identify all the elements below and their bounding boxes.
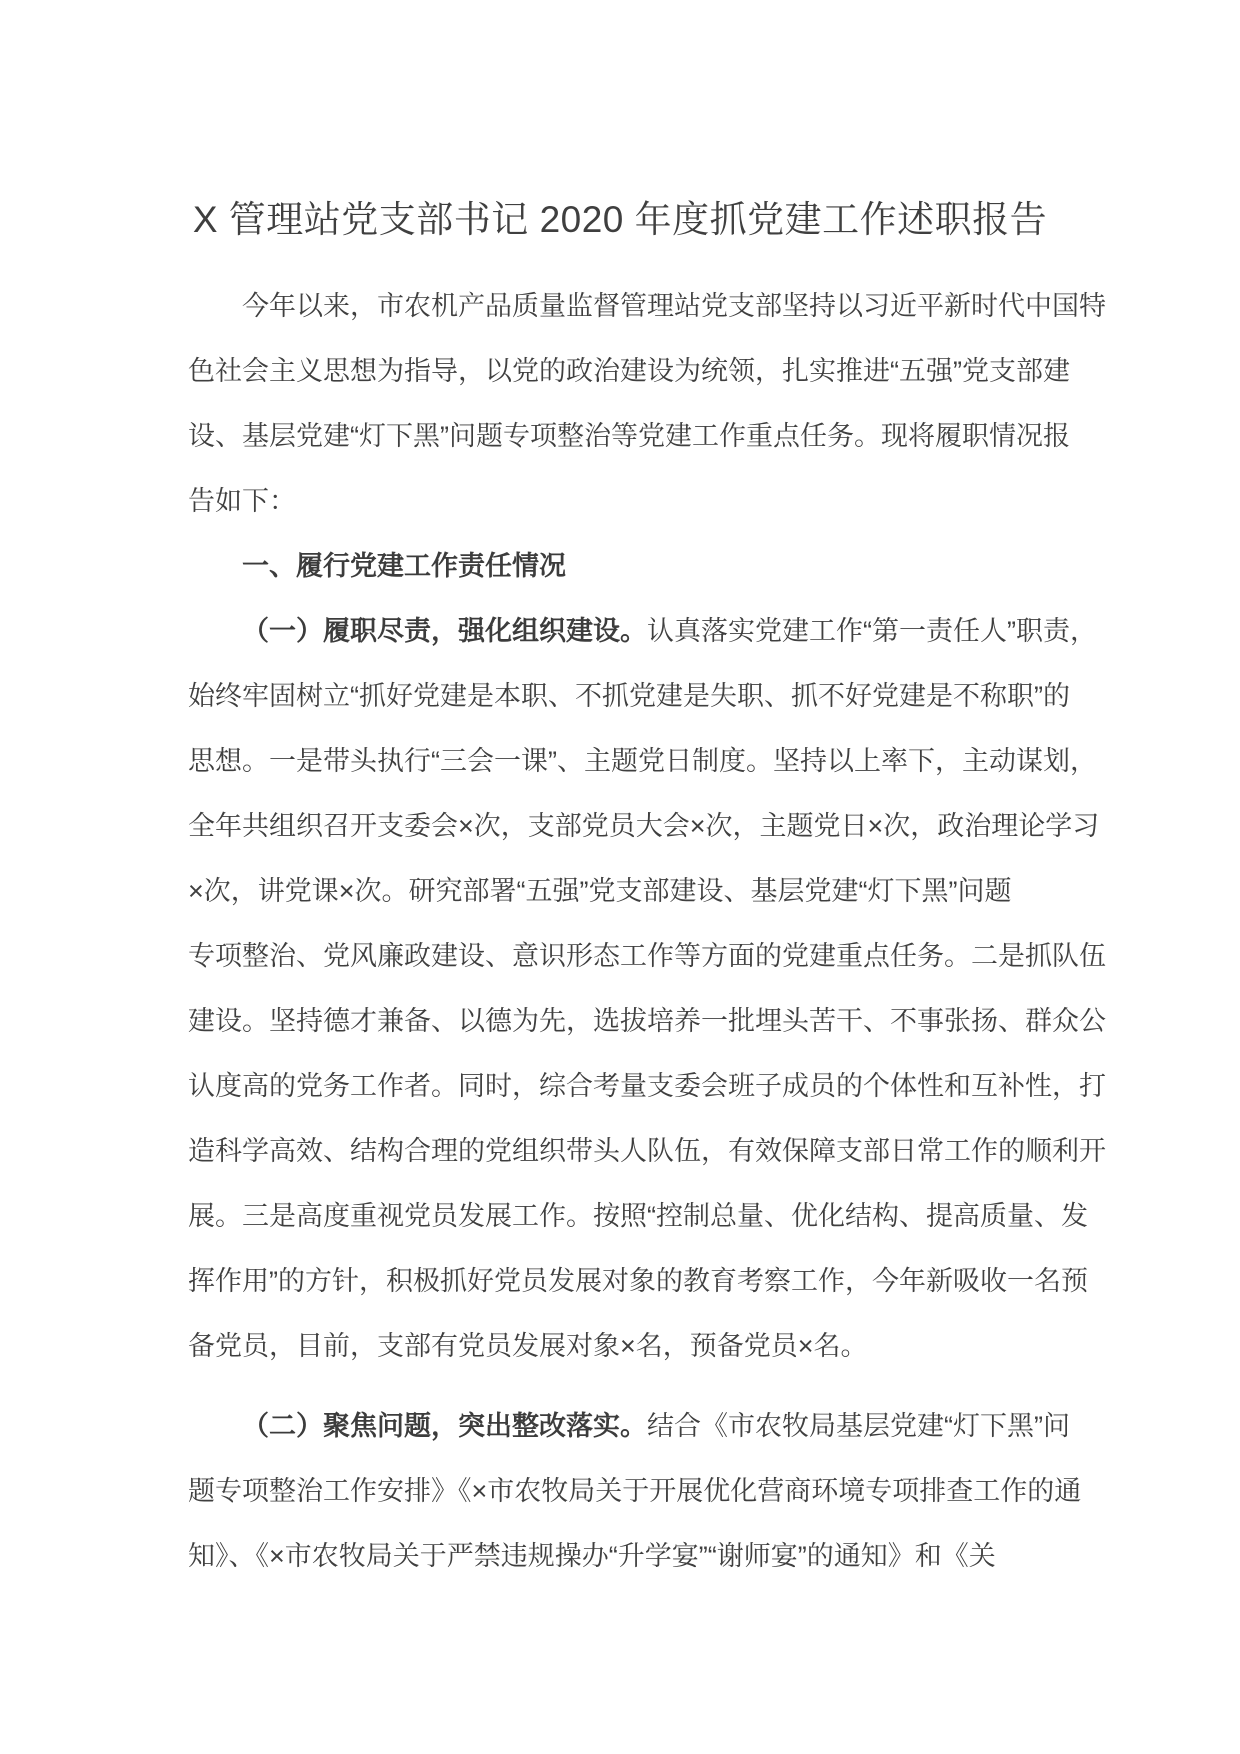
text-line <box>188 794 1100 859</box>
text-segment: 知》、《×市农牧局关于严禁违规操办“升学宴”“谢师宴”的通知》和《关 <box>188 1541 996 1571</box>
text-segment-bold: （二）聚焦问题，突出整改落实。 <box>242 1411 647 1441</box>
text-segment: 始终牢固树立“抓好党建是本职、不抓党建是失职、抓不好党建是不称职”的 <box>188 681 1070 711</box>
text-line <box>188 599 1097 664</box>
text-segment-bold: 一、履行党建工作责任情况 <box>242 551 566 581</box>
text-line <box>188 339 1070 404</box>
text-segment: 今年以来，市农机产品质量监督管理站党支部坚持以习近平新时代中国特 <box>242 291 1106 321</box>
text-segment: 告如下： <box>188 486 296 516</box>
text-line <box>188 404 1070 469</box>
text-line <box>188 1119 1106 1184</box>
text-line <box>188 859 1052 924</box>
text-line <box>188 1459 1082 1524</box>
text-segment: ×次，讲党课×次。研究部署“五强”党支部建设、基层党建“灯下黑”问题 <box>188 876 1012 906</box>
document-body <box>188 274 1106 1589</box>
text-segment: 建设。坚持德才兼备、以德为先，选拔培养一批埋头苦干、不事张扬、群众公 <box>188 1006 1106 1036</box>
text-segment-bold: （一）履职尽责，强化组织建设。 <box>242 616 647 646</box>
text-line <box>188 1314 1052 1379</box>
text-line <box>188 1394 1070 1459</box>
document-title: X 管理站党支部书记 2020 年度抓党建工作述职报告 <box>192 199 1048 240</box>
text-line <box>188 989 1106 1054</box>
text-line <box>188 274 1106 339</box>
text-line <box>188 1524 1052 1589</box>
text-line <box>188 534 1052 599</box>
text-line <box>188 1054 1106 1119</box>
text-segment: 全年共组织召开支委会×次，支部党员大会×次，主题党日×次，政治理论学习 <box>188 811 1100 841</box>
text-segment: 认真落实党建工作“第一责任人”职责， <box>647 616 1097 646</box>
text-line <box>188 924 1106 989</box>
text-segment: 色社会主义思想为指导，以党的政治建设为统领，扎实推进“五强”党支部建 <box>188 356 1070 386</box>
text-segment: 思想。一是带头执行“三会一课”、主题党日制度。坚持以上率下，主动谋划， <box>188 746 1097 776</box>
text-segment: 专项整治、党风廉政建设、意识形态工作等方面的党建重点任务。二是抓队伍 <box>188 941 1106 971</box>
text-segment: 结合《市农牧局基层党建“灯下黑”问 <box>647 1411 1070 1441</box>
text-segment: 题专项整治工作安排》《×市农牧局关于开展优化营商环境专项排查工作的通 <box>188 1476 1082 1506</box>
text-segment: 备党员，目前，支部有党员发展对象×名，预备党员×名。 <box>188 1331 868 1361</box>
text-segment: 认度高的党务工作者。同时，综合考量支委会班子成员的个体性和互补性，打 <box>188 1071 1106 1101</box>
text-segment: 挥作用”的方针，积极抓好党员发展对象的教育考察工作，今年新吸收一名预 <box>188 1266 1088 1296</box>
text-segment: 造科学高效、结构合理的党组织带头人队伍，有效保障支部日常工作的顺利开 <box>188 1136 1106 1166</box>
text-segment: 设、基层党建“灯下黑”问题专项整治等党建工作重点任务。现将履职情况报 <box>188 421 1070 451</box>
text-line <box>188 1184 1088 1249</box>
text-segment: 展。三是高度重视党员发展工作。按照“控制总量、优化结构、提高质量、发 <box>188 1201 1088 1231</box>
text-line <box>188 729 1097 794</box>
text-line <box>188 664 1070 729</box>
text-line <box>188 469 1052 534</box>
text-line <box>188 1249 1088 1314</box>
